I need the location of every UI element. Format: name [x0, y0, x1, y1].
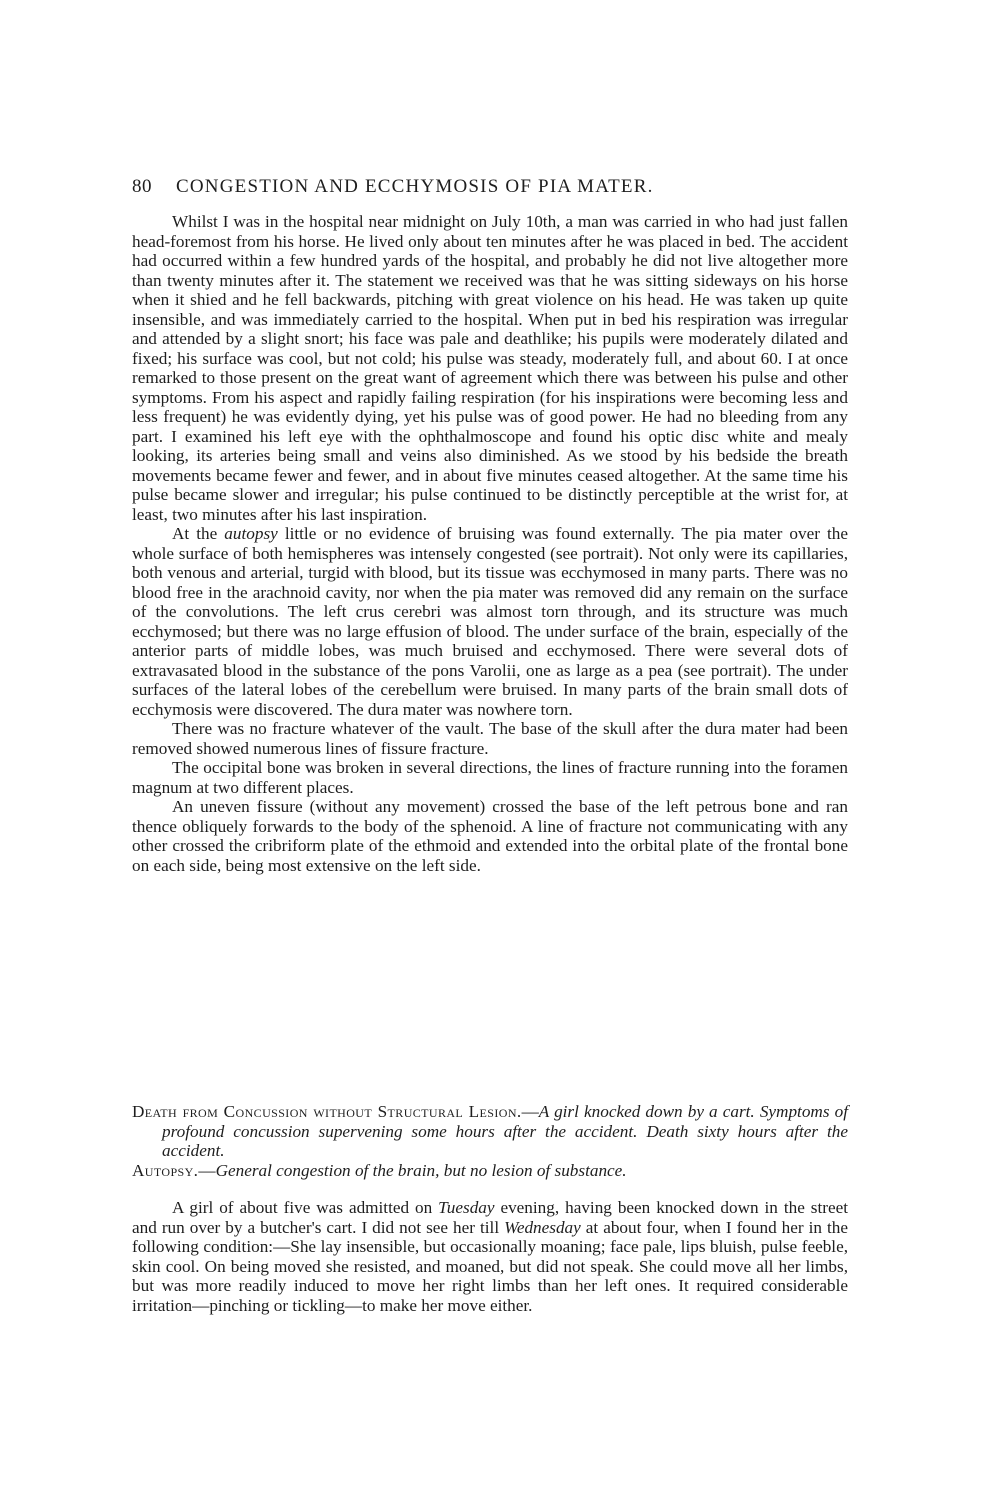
section-heading [132, 1102, 848, 1161]
paragraph-admission: Whilst I was in the hospital near midnight on July 10th, a man was carried in who had just fallen head-foremost from his horse. He lived only about ten minutes after he was placed in bed. The accident had occurred within a few hundred yards of the hospital, and probably he did not live altogether more than twenty minutes after it. The statement we received was that he was sitting sideways on his horse when it shied and he fell backwards, pitching with great violence on his head. He was taken up quite insensible, and was immediately carried to the hospital. When put in bed his respiration was irregular and attended by a slight snort; his face was pale and deathlike; his pupils were moderately dilated and fixed; his surface was cool, but not cold; his pulse was steady, moderately full, and about 60. I at once remarked to those present on the great want of agreement which there was between his pulse and other symptoms. From his aspect and rapidly failing respiration (for his inspirations were becoming less and less frequent) he was evidently dying, yet his pulse was of good power. He had no bleeding from any part. I examined his left eye with the ophthalmoscope and found his optic disc white and mealy looking, its arteries being small and veins also diminished. As we stood by his bedside the breath movements became fewer and fewer, and in about five minutes ceased altogether. At the same time his pulse became slower and irregular; his pulse continued to be distinctly perceptible at the wrist for, at least, two minutes after his last inspiration. [132, 212, 848, 524]
girl-text-3: at about four, when I found her in the following condition:—She lay insensible, but occasionally moaning; face pale, lips bluish, pulse feeble, skin cool. On being moved she resisted, and moaned, but did not speak. She could move all her limbs, but was more readily induced to move her right limbs than her left ones. It required considerable irritation—pinching or tickling—to make her move either. [132, 1217, 848, 1315]
autopsy-italic: autopsy [224, 524, 278, 543]
case-body [132, 1198, 848, 1315]
paragraph-girl-admission [132, 1198, 848, 1315]
paragraph-vault: There was no fracture whatever of the vault. The base of the skull after the dura mater had been removed showed numerous lines of fissure fracture. [132, 719, 848, 758]
autopsy-summary-dash: — [198, 1160, 216, 1180]
autopsy-summary-text: General congestion of the brain, but no lesion of substance. [215, 1160, 627, 1180]
section-heading-caps: Death from Concussion without Structural Lesion. [132, 1102, 522, 1121]
autopsy-findings: little or no evidence of bruising was found externally. The pia mater over the whole surface of both hemispheres was intensely congested (see portrait). Not only were its capillaries, both venous and arterial, turgid with blood, but its tissue was ecchymosed in many parts. There was no blood free in the arachnoid cavity, nor when the pia mater was removed did any remain on the surface of the convolutions. The left crus cerebri was almost torn through, and its structure was much ecchymosed; but there was no large effusion of blood. The under surface of the brain, especially of the anterior parts of middle lobes, was much bruised and ecchymosed. There were several dots of extravasated blood in the substance of the pons Varolii, one as large as a pea (see portrait). The under surfaces of the lateral lobes of the cerebellum were bruised. In many parts of the brain small dots of ecchymosis were discovered. The dura mater was nowhere torn. [132, 524, 849, 719]
girl-day-2: Wednesday [504, 1217, 581, 1237]
paragraph-occipital: The occipital bone was broken in several directions, the lines of fracture running into the foramen magnum at two different places. [132, 758, 848, 797]
girl-text-2: evening, having been knocked down in the street and run over by a butcher's cart. I did not see her till [132, 1198, 848, 1237]
case-section [132, 1102, 848, 1315]
running-head [132, 176, 852, 206]
section-heading-dash: — [521, 1102, 539, 1121]
paragraph-fissure: An uneven fissure (without any movement) crossed the base of the left petrous bone and ran thence obliquely forwards to the body of the sphenoid. A line of fracture not communicating with any other crossed the cribriform plate of the ethmoid and extended into the orbital plate of the frontal bone on each side, being most extensive on the left side. [132, 797, 848, 875]
autopsy-summary [132, 1161, 848, 1181]
section-heading-summary: A girl knocked down by a cart. Symptoms of profound concussion supervening some hours after the accident. Death sixty hours after the accident. [162, 1102, 848, 1160]
running-title: CONGESTION AND ECCHYMOSIS OF PIA MATER. [176, 176, 654, 197]
girl-day-1: Tuesday [438, 1198, 495, 1217]
case-report-text [132, 212, 848, 875]
autopsy-summary-caps: Autopsy. [132, 1160, 199, 1180]
page-number: 80 [132, 176, 152, 197]
girl-text-1: A girl of about five was admitted on [172, 1198, 439, 1217]
paragraph-autopsy [132, 524, 848, 719]
autopsy-intro: At the [172, 524, 225, 543]
